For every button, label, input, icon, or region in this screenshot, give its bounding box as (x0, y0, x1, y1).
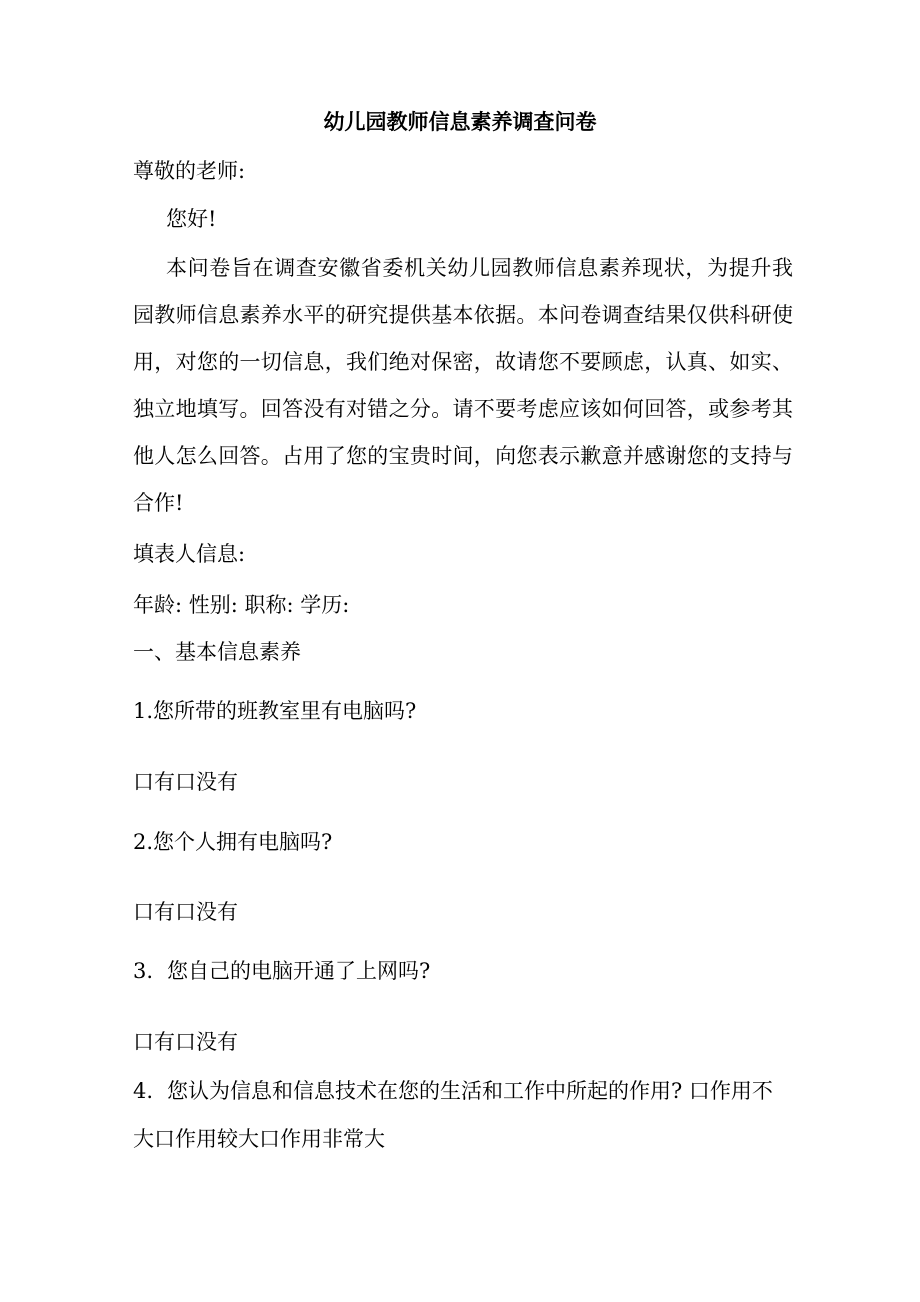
question-3-text: 您自己的电脑开通了上网吗? (167, 959, 431, 983)
question-4-text-line2: 大口作用较大口作用非常大 (133, 1127, 385, 1151)
greeting: 您好! (166, 207, 217, 231)
question-1: 1.您所带的班教室里有电脑吗? (133, 699, 417, 723)
respondent-info-label: 填表人信息: (133, 542, 246, 566)
question-4-number: 4. (133, 1079, 154, 1103)
intro-paragraph: 本问卷旨在调查安徽省委机关幼儿园教师信息素养现状，为提升我园教师信息素养水平的研究提供基本依据。本问卷调查结果仅供科研使用，对您的一切信息，我们绝对保密，故请您不要顾虑，认真、如实、独立地填写。回答没有对错之分。请不要考虑应该如何回答，或参考其他人怎么回答。占用了您的宝贵时间，向您表示歉意并感谢您的支持与合作! (133, 256, 793, 515)
document-title: 幼儿园教师信息素养调查问卷 (323, 109, 597, 134)
respondent-fields: 年龄: 性别: 职称: 学历: (133, 593, 350, 617)
question-4-text-line1: 您认为信息和信息技术在您的生活和工作中所起的作用? 口作用不 (167, 1079, 773, 1103)
question-2-options: 口有口没有 (133, 900, 238, 924)
salutation: 尊敬的老师: (133, 159, 246, 183)
question-3-options: 口有口没有 (133, 1030, 238, 1054)
question-3 (133, 957, 430, 985)
question-1-options: 口有口没有 (133, 770, 238, 794)
question-4 (133, 1077, 773, 1105)
question-2: 2.您个人拥有电脑吗? (133, 830, 333, 854)
question-3-number: 3. (133, 959, 154, 983)
section-heading-basic-info: 一、基本信息素养 (133, 640, 301, 664)
